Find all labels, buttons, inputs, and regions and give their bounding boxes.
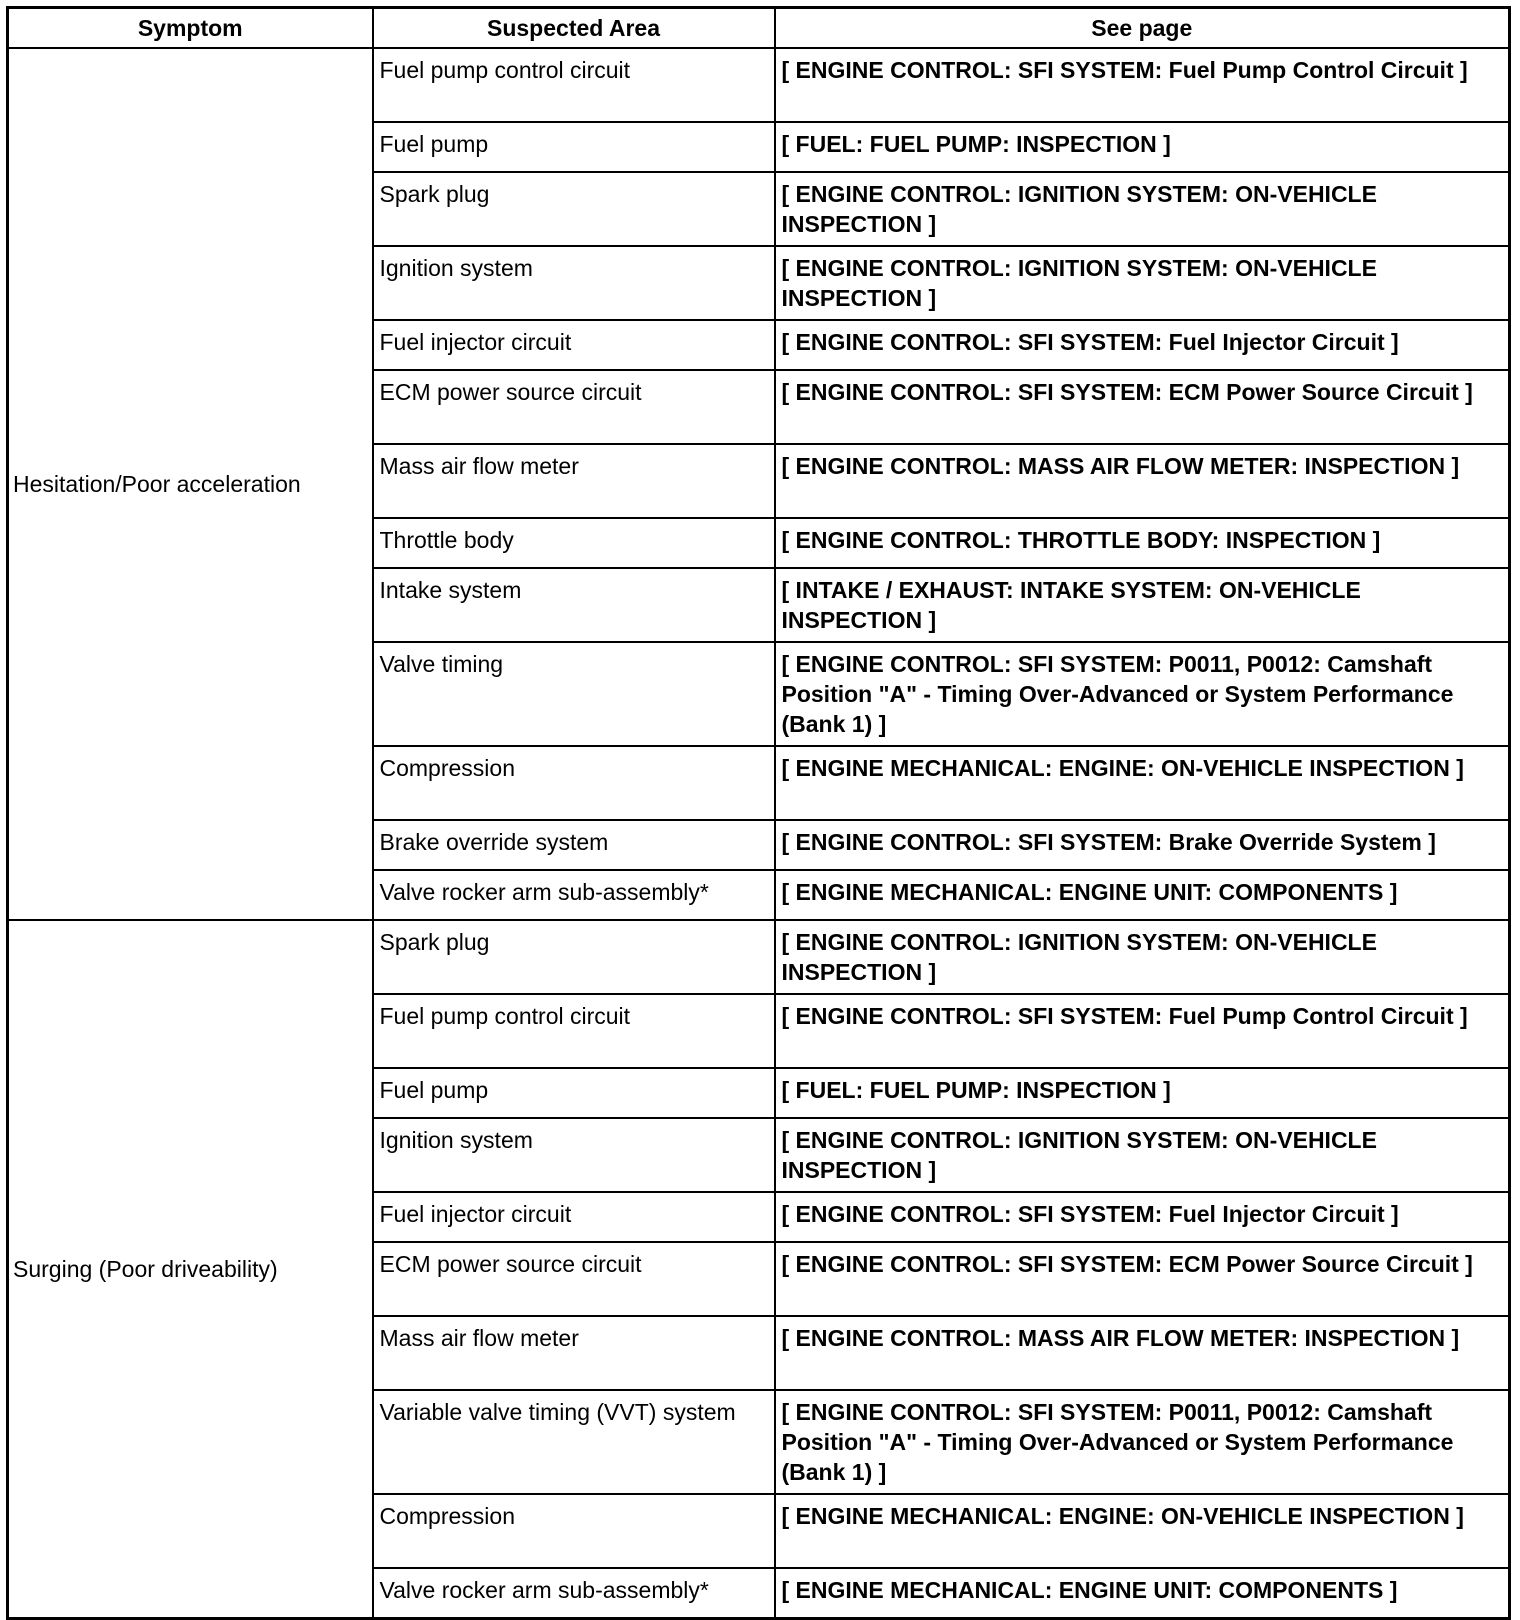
suspected-area-cell: Spark plug xyxy=(373,172,775,246)
symptom-cell: Hesitation/Poor acceleration xyxy=(8,48,373,920)
see-page-link[interactable]: [ ENGINE CONTROL: SFI SYSTEM: ECM Power Source Circuit ] xyxy=(775,1242,1510,1316)
suspected-area-cell: Brake override system xyxy=(373,820,775,870)
header-row xyxy=(8,8,1510,49)
header-symptom: Symptom xyxy=(8,8,373,49)
suspected-area-cell: ECM power source circuit xyxy=(373,1242,775,1316)
suspected-area-cell: Ignition system xyxy=(373,1118,775,1192)
suspected-area-cell: Fuel pump xyxy=(373,122,775,172)
see-page-link[interactable]: [ ENGINE MECHANICAL: ENGINE: ON-VEHICLE INSPECTION ] xyxy=(775,746,1510,820)
see-page-link[interactable]: [ FUEL: FUEL PUMP: INSPECTION ] xyxy=(775,1068,1510,1118)
suspected-area-cell: Throttle body xyxy=(373,518,775,568)
see-page-link[interactable]: [ ENGINE CONTROL: SFI SYSTEM: Brake Override System ] xyxy=(775,820,1510,870)
suspected-area-cell: Mass air flow meter xyxy=(373,1316,775,1390)
suspected-area-cell: Valve rocker arm sub-assembly* xyxy=(373,870,775,920)
suspected-area-cell: Variable valve timing (VVT) system xyxy=(373,1390,775,1494)
see-page-link[interactable]: [ ENGINE MECHANICAL: ENGINE UNIT: COMPONENTS ] xyxy=(775,1568,1510,1619)
suspected-area-cell: Valve rocker arm sub-assembly* xyxy=(373,1568,775,1619)
see-page-link[interactable]: [ ENGINE CONTROL: MASS AIR FLOW METER: INSPECTION ] xyxy=(775,1316,1510,1390)
suspected-area-cell: Fuel injector circuit xyxy=(373,320,775,370)
see-page-link[interactable]: [ ENGINE CONTROL: SFI SYSTEM: ECM Power Source Circuit ] xyxy=(775,370,1510,444)
see-page-link[interactable]: [ ENGINE MECHANICAL: ENGINE UNIT: COMPONENTS ] xyxy=(775,870,1510,920)
see-page-link[interactable]: [ ENGINE CONTROL: SFI SYSTEM: Fuel Injector Circuit ] xyxy=(775,1192,1510,1242)
suspected-area-cell: ECM power source circuit xyxy=(373,370,775,444)
suspected-area-cell: Intake system xyxy=(373,568,775,642)
see-page-link[interactable]: [ ENGINE CONTROL: IGNITION SYSTEM: ON-VEHICLE INSPECTION ] xyxy=(775,172,1510,246)
suspected-area-cell: Fuel pump control circuit xyxy=(373,994,775,1068)
see-page-link[interactable]: [ ENGINE CONTROL: SFI SYSTEM: Fuel Pump Control Circuit ] xyxy=(775,48,1510,122)
table-row xyxy=(8,920,1510,994)
symptom-cell: Surging (Poor driveability) xyxy=(8,920,373,1619)
suspected-area-cell: Compression xyxy=(373,746,775,820)
table-row xyxy=(8,48,1510,122)
see-page-link[interactable]: [ INTAKE / EXHAUST: INTAKE SYSTEM: ON-VEHICLE INSPECTION ] xyxy=(775,568,1510,642)
header-see-page: See page xyxy=(775,8,1510,49)
troubleshooting-table xyxy=(6,6,1511,1620)
suspected-area-cell: Spark plug xyxy=(373,920,775,994)
see-page-link[interactable]: [ ENGINE CONTROL: THROTTLE BODY: INSPECTION ] xyxy=(775,518,1510,568)
see-page-link[interactable]: [ ENGINE CONTROL: IGNITION SYSTEM: ON-VEHICLE INSPECTION ] xyxy=(775,246,1510,320)
suspected-area-cell: Valve timing xyxy=(373,642,775,746)
suspected-area-cell: Ignition system xyxy=(373,246,775,320)
header-suspected-area: Suspected Area xyxy=(373,8,775,49)
see-page-link[interactable]: [ ENGINE CONTROL: SFI SYSTEM: Fuel Injector Circuit ] xyxy=(775,320,1510,370)
see-page-link[interactable]: [ ENGINE CONTROL: SFI SYSTEM: P0011, P0012: Camshaft Position "A" - Timing Over-Advanced or System Performance (Bank 1) ] xyxy=(775,1390,1510,1494)
see-page-link[interactable]: [ ENGINE CONTROL: SFI SYSTEM: Fuel Pump Control Circuit ] xyxy=(775,994,1510,1068)
see-page-link[interactable]: [ ENGINE CONTROL: MASS AIR FLOW METER: INSPECTION ] xyxy=(775,444,1510,518)
suspected-area-cell: Compression xyxy=(373,1494,775,1568)
see-page-link[interactable]: [ ENGINE MECHANICAL: ENGINE: ON-VEHICLE INSPECTION ] xyxy=(775,1494,1510,1568)
see-page-link[interactable]: [ ENGINE CONTROL: SFI SYSTEM: P0011, P0012: Camshaft Position "A" - Timing Over-Advanced or System Performance (Bank 1) ] xyxy=(775,642,1510,746)
suspected-area-cell: Mass air flow meter xyxy=(373,444,775,518)
suspected-area-cell: Fuel pump xyxy=(373,1068,775,1118)
suspected-area-cell: Fuel injector circuit xyxy=(373,1192,775,1242)
suspected-area-cell: Fuel pump control circuit xyxy=(373,48,775,122)
see-page-link[interactable]: [ ENGINE CONTROL: IGNITION SYSTEM: ON-VEHICLE INSPECTION ] xyxy=(775,920,1510,994)
see-page-link[interactable]: [ ENGINE CONTROL: IGNITION SYSTEM: ON-VEHICLE INSPECTION ] xyxy=(775,1118,1510,1192)
see-page-link[interactable]: [ FUEL: FUEL PUMP: INSPECTION ] xyxy=(775,122,1510,172)
